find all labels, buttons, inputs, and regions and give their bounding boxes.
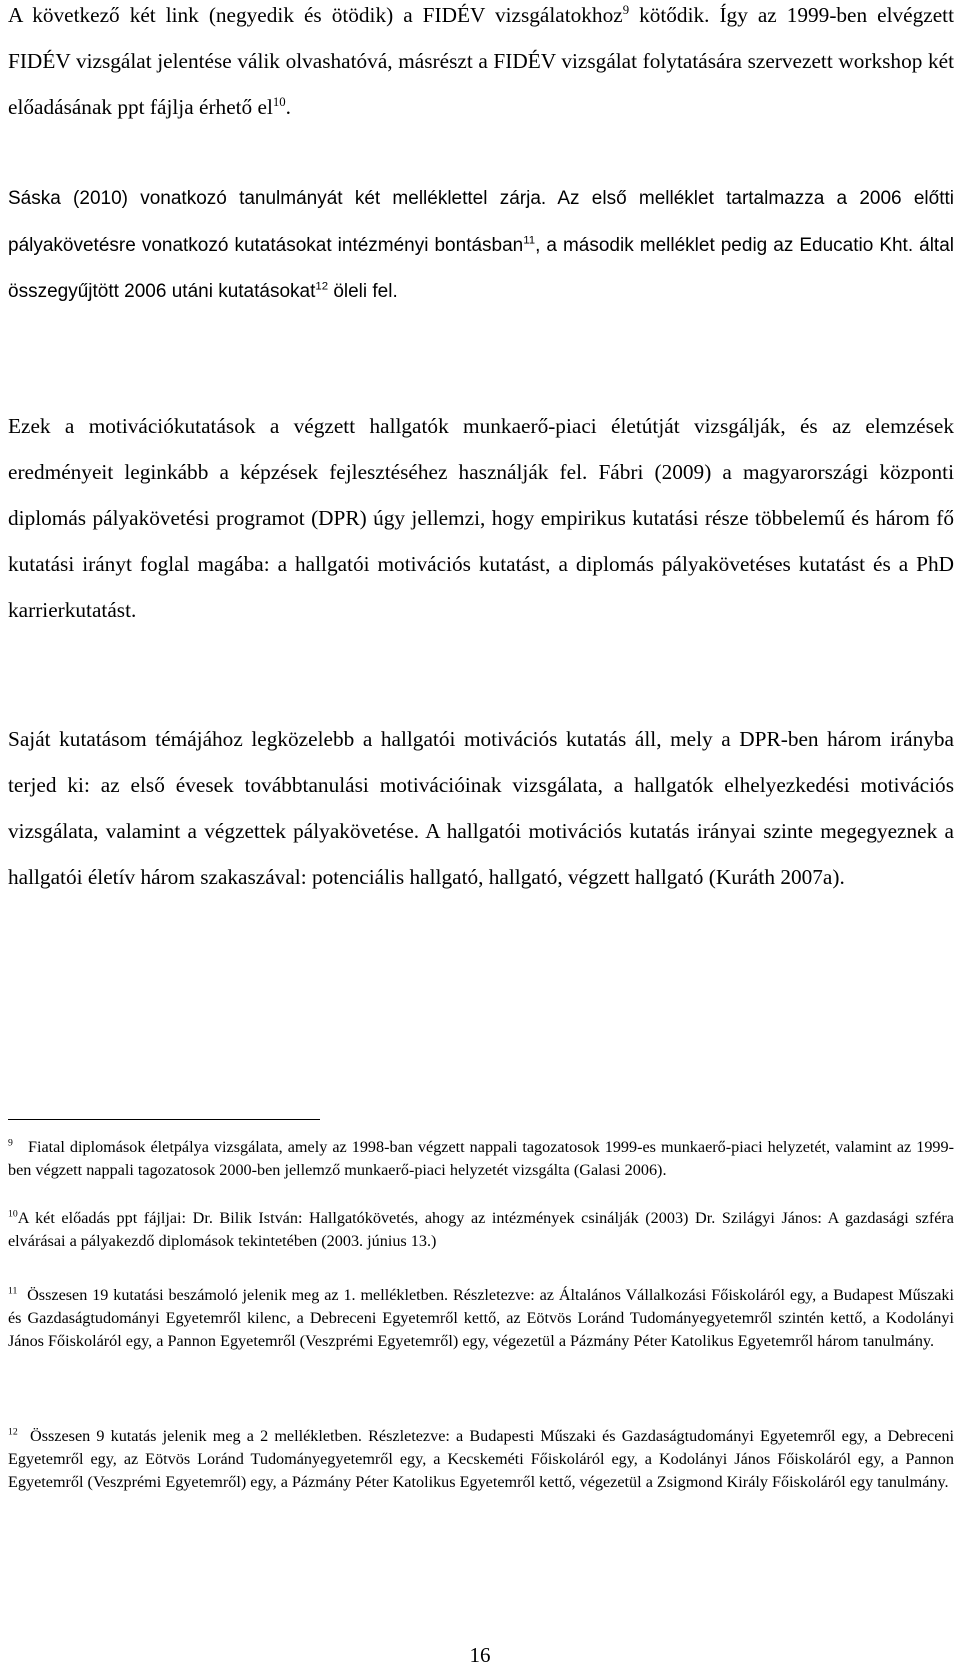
paragraph-saska-appendices: [8, 176, 954, 316]
paragraph-fidev-links: [8, 0, 954, 130]
paragraph-text: A következő két link (negyedik és ötödik) a FIDÉV vizsgálatokhoz: [8, 3, 623, 27]
footnote-number: 12: [8, 1426, 18, 1438]
footnote-number: 11: [8, 1285, 18, 1297]
footnote-text: Összesen 19 kutatási beszámoló jelenik meg az 1. mellékletben. Részletezve: az Általános Vállalkozási Főiskoláról egy, a Budapest Műszaki és Gazdaságtudományi Egyetemről kilenc, a Debreceni Egyetemről kettő, az Eötvös Loránd Tudományegyetemről szintén kettő, a Kodolányi János Főiskoláról egy, a Pannon Egyetemről (Veszprémi Egyetemről) egy, végezetül a Pázmány Péter Katolikus Egyetemről három tanulmány.: [8, 1286, 954, 1351]
footnote-10: [8, 1207, 954, 1253]
footnote-ref-12: 12: [315, 280, 329, 293]
paragraph-own-research: Saját kutatásom témájához legközelebb a hallgatói motivációs kutatás áll, mely a DPR-ben három irányba terjed ki: az első évesek továbbtanulási motivációinak vizsgálata, a hallgatók elhelyezkedési motivációs vizsgálata, valamint a végzettek pályakövetése. A hallgatói motivációs kutatás irányai szinte megegyeznek a hallgatói életív három szakaszával: potenciális hallgató, hallgató, végzett hallgató (Kuráth 2007a).: [8, 727, 954, 889]
paragraph-text: .: [285, 95, 291, 119]
footnote-text: A két előadás ppt fájljai: Dr. Bilik István: Hallgatókövetés, ahogy az intézmények csinálják (2003) Dr. Szilágyi János: A gazdasági szféra elvárásai a pályakezdő diplomások tekintetében (2003. június 13.): [8, 1209, 954, 1251]
footnote-text: Összesen 9 kutatás jelenik meg a 2 mellékletben. Részletezve: a Budapesti Műszaki és Gazdaságtudományi Egyetemről egy, a Debreceni Egyetemről egy, az Eötvös Loránd Tudományegyetemről egy, a Kecskeméti Főiskoláról egy, a Kodolányi János Főiskoláról egy, a Pannon Egyetemről (Veszprémi Egyetemről) egy, a Pázmány Péter Katolikus Egyetemről kettő, végezetül a Zsigmond Király Főiskoláról egy tanulmány.: [8, 1427, 954, 1492]
footnote-9: [8, 1136, 954, 1182]
paragraph-text: kötődik. Így az 1999-ben elvégzett FIDÉV vizsgálat jelentése válik olvashatóvá, másrészt a FIDÉV vizsgálat folytatására szervezett workshop két előadásának ppt fájlja érhető el: [8, 3, 955, 119]
footnote-number: 9: [8, 1137, 13, 1149]
footnote-ref-10: 10: [272, 94, 286, 109]
footnote-separator: [8, 1119, 320, 1120]
footnote-12: [8, 1425, 954, 1494]
paragraph-text: Sáska (2010) vonatkozó tanulmányát két melléklettel zárja. Az első melléklet tartalmazza a 2006 előtti pályakövetésre vonatkozó kutatásokat intézményi bontásban: [8, 188, 954, 256]
page-number: 16: [469, 1643, 491, 1667]
footnote-text: Fiatal diplomások életpálya vizsgálata, amely az 1998-ban végzett nappali tagozatosok 1999-es munkaerő-piaci helyzetét, valamint az 1999-ben végzett nappali tagozatosok 2000-ben jellemző munkaerő-piaci helyzetét vizsgálta (Galasi 2006).: [8, 1138, 954, 1180]
footnote-ref-9: 9: [622, 2, 630, 17]
paragraph-motivation-research: Ezek a motivációkutatások a végzett hallgatók munkaerő-piaci életútját vizsgálják, és az elemzések eredményeit leginkább a képzések fejlesztéséhez használják fel. Fábri (2009) a magyarországi központi diplomás pályakövetési programot (DPR) úgy jellemzi, hogy empirikus kutatási része többelemű és három fő kutatási irányt foglal magába: a hallgatói motivációs kutatást, a diplomás pályakövetéses kutatást és a PhD karrierkutatást.: [8, 414, 954, 622]
footnote-number: 10: [8, 1208, 18, 1220]
footnote-11: [8, 1284, 954, 1353]
footnote-ref-11: 11: [523, 234, 536, 247]
paragraph-text: , a második melléklet pedig az Educatio Kht. által összegyűjtött 2006 utáni kutatásokat: [8, 234, 954, 302]
paragraph-text: öleli fel.: [328, 281, 398, 302]
